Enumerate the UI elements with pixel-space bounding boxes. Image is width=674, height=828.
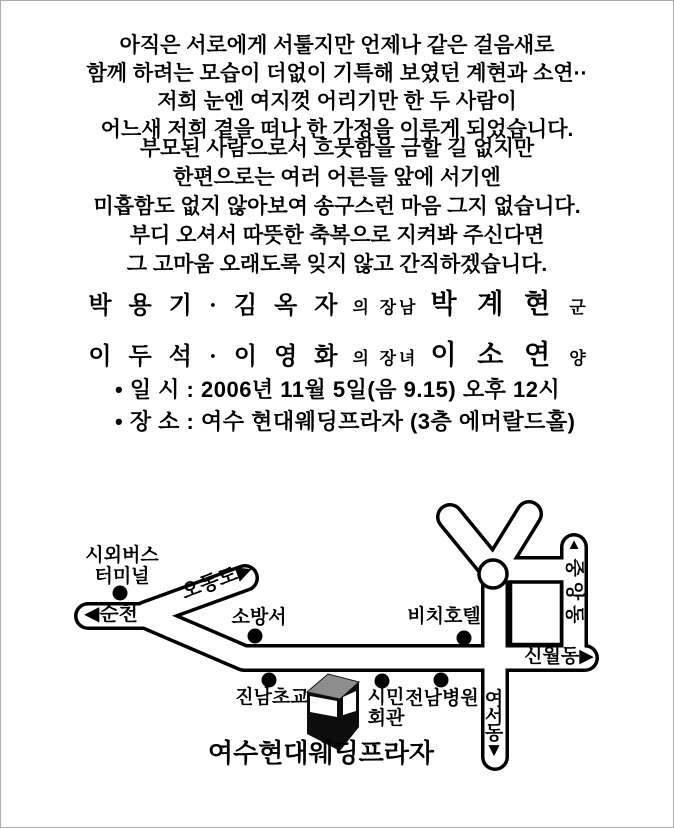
suncheon-direction-label: ◀순천 bbox=[83, 603, 139, 625]
groom-name: 박 계 현 bbox=[430, 289, 558, 319]
groom-honorific: 군 bbox=[569, 298, 586, 317]
civic-center-label-line2: 회관 bbox=[367, 708, 405, 729]
venue-name-label: 여수현대웨딩프라자 bbox=[207, 738, 435, 768]
bride-parents-names: 이 두 석 · 이 영 화 bbox=[88, 344, 341, 370]
city-block bbox=[511, 582, 562, 645]
yeoseodong-road-label: 여서동▼ bbox=[484, 689, 504, 761]
terminal-label-line2: 터미널 bbox=[94, 566, 150, 587]
jungangdong-road-label: 중앙동 bbox=[563, 558, 585, 629]
groom-parents-names: 박 용 기 · 김 옥 자 bbox=[88, 293, 341, 319]
groom-relation: 의 장남 bbox=[352, 298, 419, 317]
bride-name: 이 소 연 bbox=[430, 340, 558, 370]
event-venue-line: • 장 소 : 여수 현대웨딩프라자 (3층 에머랄드홀) bbox=[115, 409, 576, 434]
jinnam-elementary-marker bbox=[262, 673, 277, 688]
greeting-line: 저희 눈엔 여지껏 어리기만 한 두 사람이 bbox=[157, 90, 517, 113]
greeting-line: 함께 하려는 모습이 더없이 기특해 보였던 계현과 소연·· bbox=[86, 62, 588, 85]
location-map bbox=[1, 1, 673, 827]
jeonnam-hospital-label: 전남병원 bbox=[405, 688, 479, 709]
terminal-marker bbox=[113, 586, 128, 601]
jeonnam-hospital-marker bbox=[434, 673, 449, 688]
greeting-line: 부모된 사람으로서 흐뭇함을 금할 길 없지만 bbox=[139, 137, 535, 160]
terminal-label bbox=[77, 545, 167, 587]
greeting-line: 어느새 저희 곁을 떠나 한 가정을 이루게 되었습니다. bbox=[100, 118, 574, 141]
rotary-circle bbox=[479, 560, 507, 588]
greeting-line: 아직은 서로에게 서툴지만 언제나 같은 걸음새로 bbox=[119, 34, 555, 57]
odongdo-direction-label: 오동도▶ bbox=[178, 558, 256, 604]
beach-hotel-marker bbox=[457, 631, 472, 646]
fire-station-label: 소방서 bbox=[231, 607, 287, 628]
terminal-label-line1: 시외버스 bbox=[85, 545, 159, 566]
greeting-line: 미흡함도 없지 않아보여 송구스런 마음 그지 없습니다. bbox=[93, 195, 581, 218]
event-date-line: • 일 시 : 2006년 11월 5일(음 9.15) 오후 12시 bbox=[115, 377, 561, 402]
fire-station-marker bbox=[248, 629, 263, 644]
civic-center-label bbox=[365, 687, 407, 729]
bride-relation: 의 장녀 bbox=[352, 349, 419, 368]
bride-honorific: 양 bbox=[569, 349, 586, 368]
civic-center-label-line1: 시민 bbox=[367, 687, 405, 708]
sinwoldong-direction-label: 신월동▶ bbox=[524, 646, 594, 667]
greeting-line: 한편으로는 여러 어른들 앞에 서기엔 bbox=[173, 166, 501, 189]
greeting-line: 그 고마움 오래도록 잊지 않고 간직하겠습니다. bbox=[126, 253, 548, 276]
beach-hotel-label: 비치호텔 bbox=[407, 606, 481, 627]
jinnam-elementary-label: 진남초교 bbox=[235, 687, 309, 708]
jungangdong-up-arrow-icon: ▲ bbox=[566, 536, 582, 553]
greeting-line: 부디 오셔서 따뜻한 축복으로 지켜봐 주신다면 bbox=[129, 224, 545, 247]
